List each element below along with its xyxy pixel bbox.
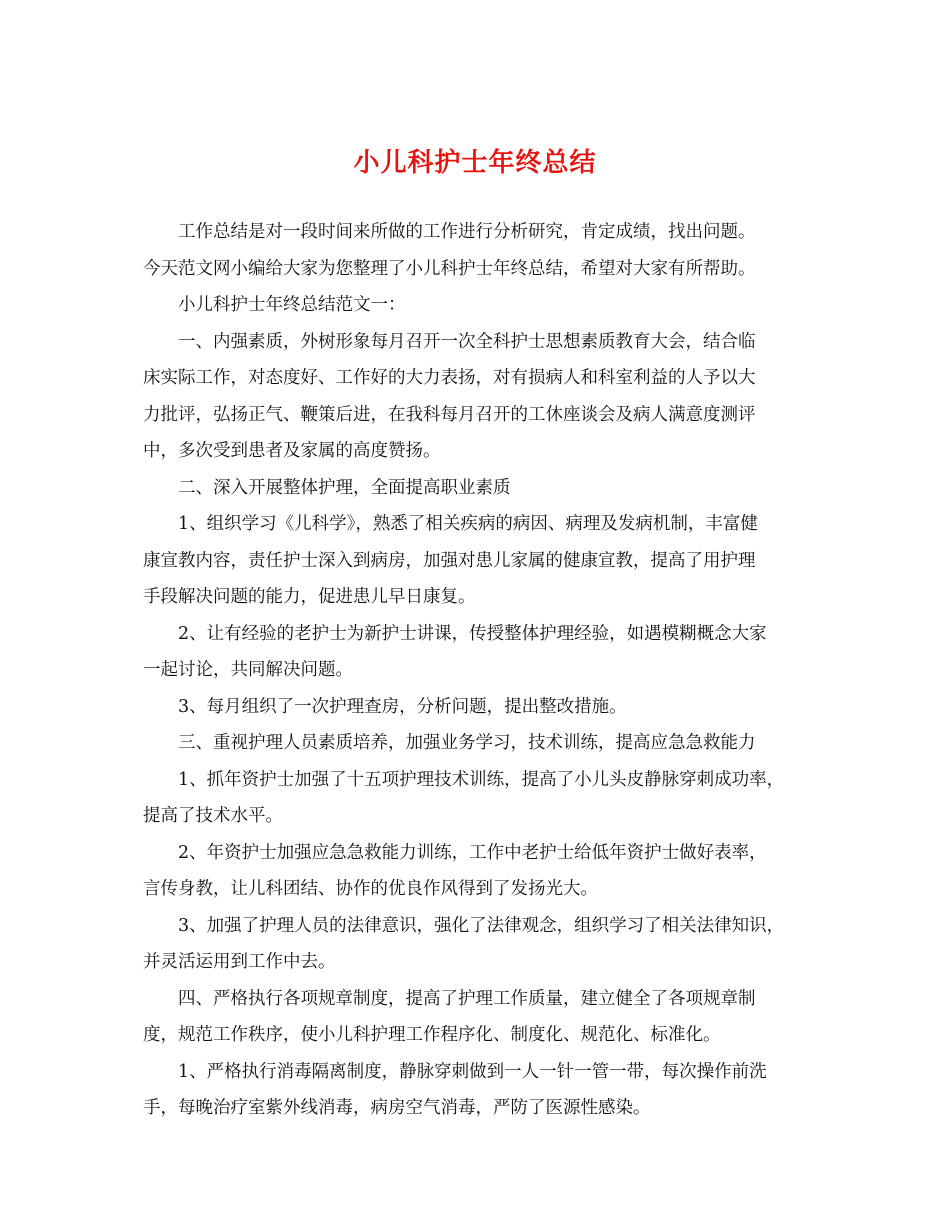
paragraph-section-four <box>143 981 823 1054</box>
paragraph-section-three-heading <box>143 725 823 762</box>
paragraph-sample-heading <box>143 287 823 324</box>
paragraph-item <box>143 908 823 981</box>
text-line: 手段解决问题的能力，促进患儿早日康复。 <box>143 587 476 607</box>
text-line: 1、抓年资护士加强了十五项护理技术训练，提高了小儿头皮静脉穿刺成功率， <box>178 769 785 790</box>
text-line: 一起讨论，共同解决问题。 <box>143 660 353 680</box>
paragraph-section-two-heading <box>143 470 823 507</box>
text-line: 3、加强了护理人员的法律意识，强化了法律观念，组织学习了相关法律知识， <box>178 915 785 936</box>
paragraph-section-one <box>143 324 823 470</box>
text-line: 2、年资护士加强应急急救能力训练，工作中老护士给低年资护士做好表率， <box>178 842 767 863</box>
text-line: 一、内强素质，外树形象每月召开一次全科护士思想素质教育大会，结合临 <box>178 331 756 352</box>
document-body <box>143 214 823 1127</box>
paragraph-item <box>143 689 823 726</box>
text-line: 言传身教，让儿科团结、协作的优良作风得到了发扬光大。 <box>143 879 598 899</box>
paragraph-item <box>143 762 823 835</box>
text-line: 四、严格执行各项规章制度，提高了护理工作质量，建立健全了各项规章制 <box>178 988 756 1009</box>
text-line: 小儿科护士年终总结范文一： <box>178 295 406 315</box>
paragraph-item <box>143 835 823 908</box>
text-line: 度，规范工作秩序，使小儿科护理工作程序化、制度化、规范化、标准化。 <box>143 1025 721 1045</box>
text-line: 1、严格执行消毒隔离制度，静脉穿刺做到一人一针一管一带，每次操作前洗 <box>178 1061 767 1082</box>
text-line: 手，每晚治疗室紫外线消毒，病房空气消毒，严防了医源性感染。 <box>143 1098 651 1118</box>
paragraph-item <box>143 1054 823 1127</box>
text-line: 工作总结是对一段时间来所做的工作进行分析研究，肯定成绩，找出问题。 <box>178 222 756 242</box>
text-line: 2、让有经验的老护士为新护士讲课，传授整体护理经验，如遇模糊概念大家 <box>178 623 767 644</box>
text-line: 二、深入开展整体护理，全面提高职业素质 <box>178 477 511 498</box>
text-line: 3、每月组织了一次护理查房，分析问题，提出整改措施。 <box>178 696 627 717</box>
text-line: 力批评，弘扬正气、鞭策后进，在我科每月召开的工休座谈会及病人满意度测评 <box>143 404 756 425</box>
text-line: 提高了技术水平。 <box>143 806 283 826</box>
text-line: 康宣教内容，责任护士深入到病房，加强对患儿家属的健康宣教，提高了用护理 <box>143 550 756 571</box>
paragraph-item <box>143 506 823 616</box>
text-line: 中，多次受到患者及家属的高度赞扬。 <box>143 441 441 461</box>
text-line: 1、组织学习《儿科学》，熟悉了相关疾病的病因、病理及发病机制，丰富健 <box>178 514 758 534</box>
text-line: 三、重视护理人员素质培养，加强业务学习，技术训练，提高应急急救能力 <box>178 733 756 753</box>
paragraph-intro <box>143 214 823 287</box>
document-title: 小儿科护士年终总结 <box>353 148 597 178</box>
paragraph-item <box>143 616 823 689</box>
text-line: 并灵活运用到工作中去。 <box>143 952 336 972</box>
text-line: 今天范文网小编给大家为您整理了小儿科护士年终总结，希望对大家有所帮助。 <box>143 258 756 279</box>
text-line: 床实际工作，对态度好、工作好的大力表扬，对有损病人和科室利益的人予以大 <box>143 368 756 388</box>
